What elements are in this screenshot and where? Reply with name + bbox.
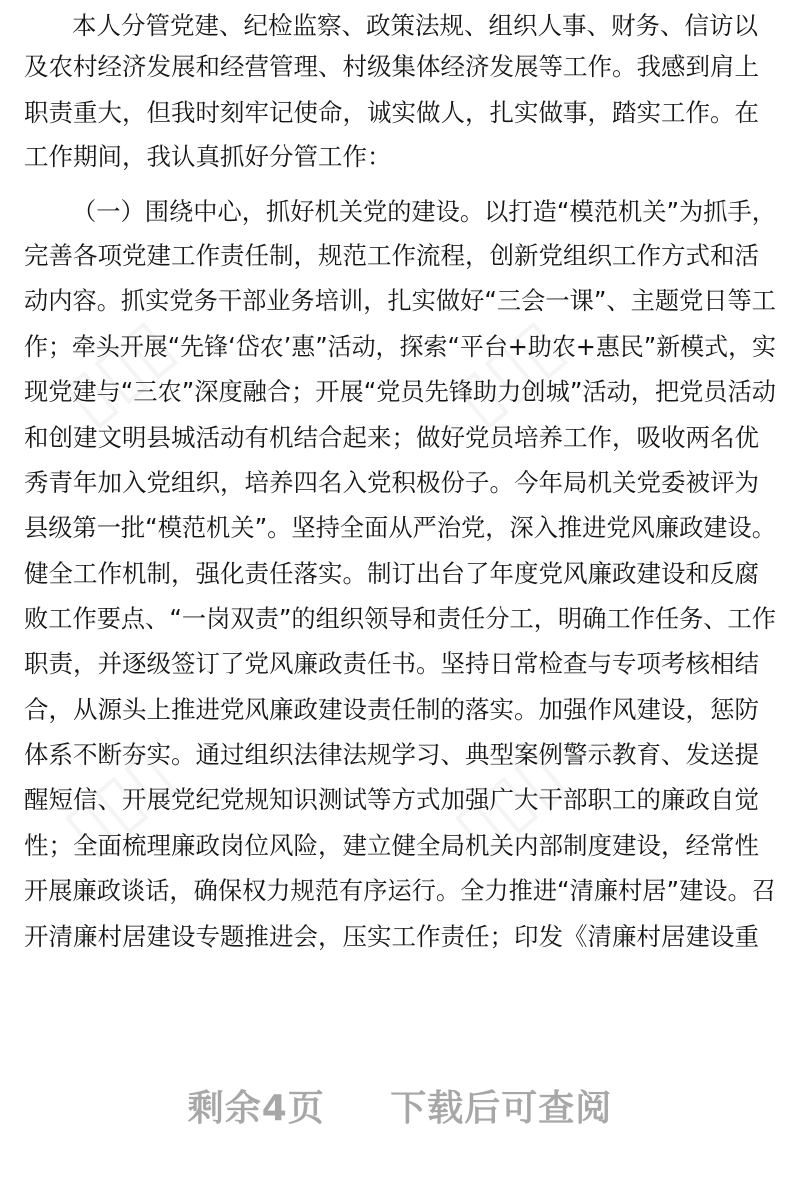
- text-line-content: 健全工作机制，强化责任落实。制订出台了年度党风廉政建设和反腐: [24, 559, 759, 588]
- text-line-content: （一）围绕中心，抓好机关党的建设。以打造“模范机关”为抓手，: [72, 197, 776, 226]
- text-line-content: 现党建与“三农”深度融合；开展“党员先锋助力创城”活动，把党员活动: [24, 377, 776, 406]
- text-line-content: 完善各项党建工作责任制，规范工作流程，创新党组织工作方式和活: [24, 241, 759, 270]
- text-line-content: 作；牵头开展“先锋‘岱农’惠”活动，探索“平台+助农+惠民”新模式，实: [24, 332, 776, 361]
- watermark: [437, 302, 578, 439]
- text-line-content: 本人分管党建、纪检监察、政策法规、组织人事、财务、信访以: [72, 11, 758, 40]
- remaining-pages-label: 剩余4页: [187, 1088, 325, 1129]
- download-prompt[interactable]: [0, 1080, 800, 1150]
- text-line-content: 败工作要点、“一岗双责”的组织领导和责任分工，明确工作任务、工作: [24, 604, 776, 633]
- text-line-content: 及农村经济发展和经营管理、村级集体经济发展等工作。我感到肩上: [24, 52, 759, 81]
- text-line-content: 性；全面梳理廉政岗位风险，建立健全局机关内部制度建设，经常性: [24, 831, 759, 860]
- text-line-content: 县级第一批“模范机关”。坚持全面从严治党，深入推进党风廉政建设。: [24, 513, 776, 542]
- text-line-content: 和创建文明县城活动有机结合起来；做好党员培养工作，吸收两名优: [24, 423, 759, 452]
- text-line-content: 开展廉政谈话，确保权力规范有序运行。全力推进“清廉村居”建设。召: [24, 876, 776, 905]
- text-line-content: 职责重大，但我时刻牢记使命，诚实做人，扎实做事，踏实工作。在: [24, 98, 759, 127]
- text-line-content: 开清廉村居建设专题推进会，压实工作责任；印发《清廉村居建设重: [24, 922, 759, 951]
- text-line-content: 动内容。抓实党务干部业务培训，扎实做好“三会一课”、主题党日等工: [24, 286, 776, 315]
- download-to-read-label: 下载后可查阅: [390, 1088, 613, 1129]
- watermark: [47, 302, 188, 439]
- text-line-content: 工作期间，我认真抓好分管工作：: [24, 142, 392, 171]
- text-line-content: 醒短信、开展党纪党规知识测试等方式加强广大干部职工的廉政自觉: [24, 785, 759, 814]
- text-line-content: 职责，并逐级签订了党风廉政责任书。坚持日常检查与专项考核相结: [24, 649, 759, 678]
- text-line-content: 体系不断夯实。通过组织法律法规学习、典型案例警示教育、发送提: [24, 740, 759, 769]
- text-line-content: 秀青年加入党组织，培养四名入党积极份子。今年局机关党委被评为: [24, 468, 759, 497]
- text-line-content: 合，从源头上推进党风廉政建设责任制的落实。加强作风建设，惩防: [24, 695, 759, 724]
